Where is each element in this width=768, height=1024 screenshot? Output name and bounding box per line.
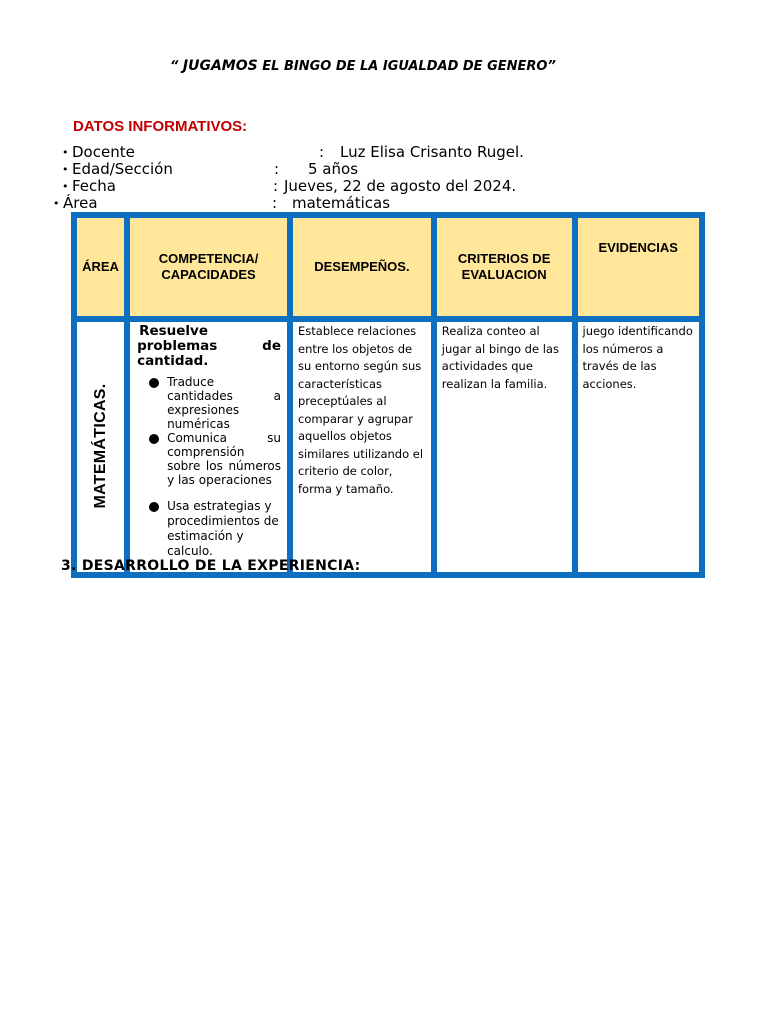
info-label: Área — [63, 194, 98, 212]
desempeno-text: Establece relaciones entre los objetos de su entorno según sus características preceptúales al comparar y agrupar aquellos objetos similares utilizando el criterio de color, forma y tamaño. — [298, 324, 424, 496]
competencia-title-line3: cantidad. — [137, 353, 209, 369]
header-competencia-line2: CAPACIDADES — [161, 267, 256, 282]
datos-informativos-heading: DATOS INFORMATIVOS: — [73, 118, 248, 135]
capacidades-list — [137, 375, 281, 559]
bullet-dot-icon — [149, 378, 159, 388]
info-value: matemáticas — [292, 194, 391, 212]
area-vertical-label: MATEMÁTICAS. — [91, 383, 109, 509]
bullet-dot-icon — [149, 434, 159, 444]
title-rest: EL BINGO DE LA IGUALDAD DE GENERO — [262, 59, 548, 74]
info-label: Docente — [72, 143, 135, 161]
capacidad-text: Usa estrategias y procedimientos de estimación y calculo. — [167, 499, 279, 558]
table-row — [74, 319, 702, 575]
info-row-area — [53, 195, 573, 212]
header-area — [74, 215, 127, 319]
info-separator: : — [272, 194, 278, 212]
cell-competencia — [127, 319, 290, 575]
bullet-icon: • — [53, 197, 60, 210]
title-first-word: JUGAMOS — [182, 58, 258, 74]
header-evidencias-label: EVIDENCIAS — [598, 240, 678, 255]
cell-area — [74, 319, 127, 575]
info-value: Luz Elisa Crisanto Rugel. — [340, 143, 524, 161]
competencia-title-line2: problemas de — [137, 338, 281, 354]
capacidad-text: Comunica su comprensión sobre los números y las operaciones — [167, 431, 281, 487]
info-separator: : — [319, 143, 325, 161]
info-value: Jueves, 22 de agosto del 2024. — [284, 177, 517, 195]
header-criterios — [434, 215, 575, 319]
competencia-title — [137, 324, 281, 369]
bullet-dot-icon — [149, 502, 159, 512]
info-row-edad — [62, 161, 582, 178]
planning-table — [71, 212, 705, 578]
list-item — [137, 431, 281, 487]
list-item — [137, 499, 281, 559]
header-competencia — [127, 215, 290, 319]
table-header-row — [74, 215, 702, 319]
info-label: Edad/Sección — [72, 160, 173, 178]
document-title — [170, 58, 556, 74]
header-criterios-line1: CRITERIOS DE — [457, 251, 551, 266]
info-row-docente — [62, 144, 582, 161]
cell-desempeno — [290, 319, 434, 575]
evidencia-text: juego identificando los números a través de las acciones. — [582, 324, 693, 391]
info-separator: : — [273, 177, 279, 195]
cell-evidencia — [575, 319, 703, 575]
criterio-text: Realiza conteo al jugar al bingo de las actividades que realizan la familia. — [441, 324, 559, 391]
header-competencia-line1: COMPETENCIA/ — [158, 251, 259, 266]
title-open-quote: “ — [170, 59, 179, 74]
info-separator: : — [274, 160, 280, 178]
info-label: Fecha — [72, 177, 116, 195]
bullet-icon: • — [62, 146, 69, 159]
section-3-heading: 3. DESARROLLO DE LA EXPERIENCIA: — [61, 558, 361, 574]
info-value: 5 años — [308, 160, 359, 178]
list-item — [137, 375, 281, 431]
info-row-fecha — [62, 178, 582, 195]
capacidad-text: Traduce cantidades a expresiones numéricas — [167, 375, 281, 431]
title-close-quote: ” — [547, 59, 556, 74]
cell-criterio — [434, 319, 575, 575]
header-evidencias — [575, 215, 703, 319]
header-criterios-line2: EVALUACION — [461, 267, 547, 282]
bullet-icon: • — [62, 180, 69, 193]
header-desempenos-label: DESEMPEÑOS. — [314, 259, 410, 274]
competencia-title-line1: Resuelve — [139, 323, 208, 339]
header-area-label: ÁREA — [82, 259, 119, 274]
bullet-icon: • — [62, 163, 69, 176]
header-desempenos — [290, 215, 434, 319]
